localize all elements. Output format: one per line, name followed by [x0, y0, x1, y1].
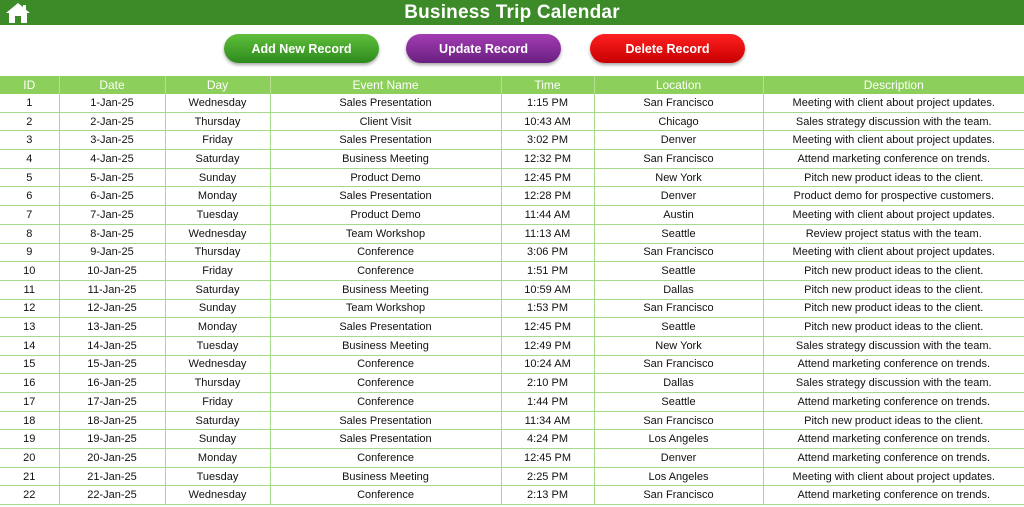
- records-table: [0, 76, 1024, 505]
- cell-time[interactable]: 1:15 PM: [501, 94, 594, 112]
- table-row[interactable]: [0, 318, 1024, 337]
- table-row[interactable]: [0, 430, 1024, 449]
- cell-date[interactable]: 20-Jan-25: [59, 449, 165, 468]
- cell-event-name[interactable]: Conference: [270, 262, 501, 281]
- cell-location[interactable]: Chicago: [594, 112, 763, 131]
- column-header-event-name[interactable]: Event Name: [270, 76, 501, 94]
- cell-location[interactable]: San Francisco: [594, 94, 763, 112]
- cell-id[interactable]: 10: [0, 262, 59, 281]
- table-row[interactable]: [0, 449, 1024, 468]
- cell-date[interactable]: 22-Jan-25: [59, 486, 165, 505]
- cell-time[interactable]: 10:43 AM: [501, 112, 594, 131]
- cell-description[interactable]: Attend marketing conference on trends.: [763, 430, 1024, 449]
- cell-time[interactable]: 1:44 PM: [501, 393, 594, 412]
- cell-date[interactable]: 7-Jan-25: [59, 206, 165, 225]
- cell-description[interactable]: Meeting with client about project updates.: [763, 131, 1024, 150]
- cell-event-name[interactable]: Conference: [270, 393, 501, 412]
- cell-day[interactable]: Monday: [165, 187, 270, 206]
- cell-day[interactable]: Friday: [165, 131, 270, 150]
- cell-location[interactable]: Denver: [594, 449, 763, 468]
- column-header-id[interactable]: ID: [0, 76, 59, 94]
- cell-event-name[interactable]: Conference: [270, 355, 501, 374]
- cell-time[interactable]: 12:32 PM: [501, 150, 594, 169]
- cell-description[interactable]: Pitch new product ideas to the client.: [763, 262, 1024, 281]
- cell-day[interactable]: Wednesday: [165, 486, 270, 505]
- add-new-record-button[interactable]: Add New Record: [224, 34, 379, 63]
- cell-description[interactable]: Meeting with client about project updates.: [763, 243, 1024, 262]
- cell-location[interactable]: San Francisco: [594, 355, 763, 374]
- cell-id[interactable]: 18: [0, 411, 59, 430]
- cell-time[interactable]: 12:45 PM: [501, 168, 594, 187]
- cell-id[interactable]: 20: [0, 449, 59, 468]
- table-row[interactable]: [0, 224, 1024, 243]
- cell-date[interactable]: 19-Jan-25: [59, 430, 165, 449]
- cell-date[interactable]: 3-Jan-25: [59, 131, 165, 150]
- cell-time[interactable]: 11:44 AM: [501, 206, 594, 225]
- column-header-location[interactable]: Location: [594, 76, 763, 94]
- table-row[interactable]: [0, 131, 1024, 150]
- cell-description[interactable]: Product demo for prospective customers.: [763, 187, 1024, 206]
- cell-date[interactable]: 5-Jan-25: [59, 168, 165, 187]
- cell-id[interactable]: 7: [0, 206, 59, 225]
- cell-id[interactable]: 22: [0, 486, 59, 505]
- cell-location[interactable]: San Francisco: [594, 411, 763, 430]
- cell-description[interactable]: Meeting with client about project updates.: [763, 467, 1024, 486]
- cell-event-name[interactable]: Conference: [270, 486, 501, 505]
- cell-id[interactable]: 9: [0, 243, 59, 262]
- cell-description[interactable]: Pitch new product ideas to the client.: [763, 168, 1024, 187]
- cell-location[interactable]: Seattle: [594, 393, 763, 412]
- table-row[interactable]: [0, 94, 1024, 112]
- cell-description[interactable]: Sales strategy discussion with the team.: [763, 336, 1024, 355]
- cell-event-name[interactable]: Business Meeting: [270, 467, 501, 486]
- cell-event-name[interactable]: Sales Presentation: [270, 318, 501, 337]
- cell-day[interactable]: Sunday: [165, 299, 270, 318]
- table-row[interactable]: [0, 486, 1024, 505]
- cell-event-name[interactable]: Business Meeting: [270, 336, 501, 355]
- cell-date[interactable]: 6-Jan-25: [59, 187, 165, 206]
- cell-event-name[interactable]: Product Demo: [270, 168, 501, 187]
- cell-day[interactable]: Wednesday: [165, 94, 270, 112]
- title-bar: [0, 0, 1024, 25]
- cell-id[interactable]: 5: [0, 168, 59, 187]
- cell-description[interactable]: Pitch new product ideas to the client.: [763, 411, 1024, 430]
- table-row[interactable]: [0, 374, 1024, 393]
- cell-event-name[interactable]: Conference: [270, 243, 501, 262]
- cell-description[interactable]: Review project status with the team.: [763, 224, 1024, 243]
- cell-description[interactable]: Pitch new product ideas to the client.: [763, 280, 1024, 299]
- cell-description[interactable]: Attend marketing conference on trends.: [763, 393, 1024, 412]
- cell-time[interactable]: 3:02 PM: [501, 131, 594, 150]
- cell-location[interactable]: San Francisco: [594, 150, 763, 169]
- cell-time[interactable]: 12:49 PM: [501, 336, 594, 355]
- column-header-description[interactable]: Description: [763, 76, 1024, 94]
- cell-event-name[interactable]: Sales Presentation: [270, 94, 501, 112]
- cell-date[interactable]: 4-Jan-25: [59, 150, 165, 169]
- table-row[interactable]: [0, 411, 1024, 430]
- cell-date[interactable]: 10-Jan-25: [59, 262, 165, 281]
- column-header-day[interactable]: Day: [165, 76, 270, 94]
- cell-event-name[interactable]: Business Meeting: [270, 150, 501, 169]
- cell-description[interactable]: Meeting with client about project updates.: [763, 94, 1024, 112]
- cell-day[interactable]: Thursday: [165, 374, 270, 393]
- cell-time[interactable]: 10:24 AM: [501, 355, 594, 374]
- cell-event-name[interactable]: Team Workshop: [270, 224, 501, 243]
- cell-time[interactable]: 1:53 PM: [501, 299, 594, 318]
- cell-description[interactable]: Meeting with client about project updates.: [763, 206, 1024, 225]
- table-row[interactable]: [0, 262, 1024, 281]
- table-row[interactable]: [0, 336, 1024, 355]
- cell-description[interactable]: Attend marketing conference on trends.: [763, 486, 1024, 505]
- cell-id[interactable]: 21: [0, 467, 59, 486]
- cell-date[interactable]: 18-Jan-25: [59, 411, 165, 430]
- cell-location[interactable]: New York: [594, 168, 763, 187]
- cell-time[interactable]: 10:59 AM: [501, 280, 594, 299]
- cell-location[interactable]: Austin: [594, 206, 763, 225]
- cell-id[interactable]: 1: [0, 94, 59, 112]
- cell-location[interactable]: Denver: [594, 187, 763, 206]
- cell-date[interactable]: 13-Jan-25: [59, 318, 165, 337]
- table-row[interactable]: [0, 355, 1024, 374]
- cell-description[interactable]: Pitch new product ideas to the client.: [763, 299, 1024, 318]
- cell-day[interactable]: Sunday: [165, 168, 270, 187]
- column-header-date[interactable]: Date: [59, 76, 165, 94]
- cell-time[interactable]: 2:25 PM: [501, 467, 594, 486]
- cell-time[interactable]: 2:13 PM: [501, 486, 594, 505]
- cell-day[interactable]: Wednesday: [165, 224, 270, 243]
- cell-day[interactable]: Tuesday: [165, 206, 270, 225]
- cell-description[interactable]: Sales strategy discussion with the team.: [763, 374, 1024, 393]
- cell-day[interactable]: Thursday: [165, 243, 270, 262]
- cell-day[interactable]: Saturday: [165, 150, 270, 169]
- cell-date[interactable]: 14-Jan-25: [59, 336, 165, 355]
- cell-time[interactable]: 11:13 AM: [501, 224, 594, 243]
- home-icon[interactable]: [5, 2, 31, 24]
- cell-day[interactable]: Friday: [165, 393, 270, 412]
- cell-location[interactable]: Los Angeles: [594, 430, 763, 449]
- cell-id[interactable]: 19: [0, 430, 59, 449]
- cell-location[interactable]: Denver: [594, 131, 763, 150]
- cell-day[interactable]: Sunday: [165, 430, 270, 449]
- cell-time[interactable]: 3:06 PM: [501, 243, 594, 262]
- update-record-button[interactable]: Update Record: [406, 34, 561, 63]
- cell-day[interactable]: Wednesday: [165, 355, 270, 374]
- cell-date[interactable]: 1-Jan-25: [59, 94, 165, 112]
- table-row[interactable]: [0, 112, 1024, 131]
- cell-time[interactable]: 11:34 AM: [501, 411, 594, 430]
- cell-location[interactable]: Seattle: [594, 262, 763, 281]
- cell-location[interactable]: New York: [594, 336, 763, 355]
- cell-event-name[interactable]: Sales Presentation: [270, 430, 501, 449]
- cell-day[interactable]: Monday: [165, 449, 270, 468]
- cell-date[interactable]: 21-Jan-25: [59, 467, 165, 486]
- cell-event-name[interactable]: Conference: [270, 449, 501, 468]
- cell-id[interactable]: 4: [0, 150, 59, 169]
- cell-day[interactable]: Tuesday: [165, 467, 270, 486]
- cell-id[interactable]: 11: [0, 280, 59, 299]
- table-row[interactable]: [0, 206, 1024, 225]
- cell-event-name[interactable]: Team Workshop: [270, 299, 501, 318]
- delete-record-button[interactable]: Delete Record: [590, 34, 745, 63]
- cell-date[interactable]: 12-Jan-25: [59, 299, 165, 318]
- table-row[interactable]: [0, 299, 1024, 318]
- cell-date[interactable]: 17-Jan-25: [59, 393, 165, 412]
- cell-day[interactable]: Saturday: [165, 280, 270, 299]
- cell-event-name[interactable]: Business Meeting: [270, 280, 501, 299]
- table-row[interactable]: [0, 243, 1024, 262]
- cell-time[interactable]: 1:51 PM: [501, 262, 594, 281]
- table-row[interactable]: [0, 393, 1024, 412]
- cell-day[interactable]: Friday: [165, 262, 270, 281]
- cell-id[interactable]: 15: [0, 355, 59, 374]
- cell-description[interactable]: Attend marketing conference on trends.: [763, 449, 1024, 468]
- cell-id[interactable]: 2: [0, 112, 59, 131]
- cell-id[interactable]: 16: [0, 374, 59, 393]
- table-header-row: [0, 76, 1024, 94]
- cell-id[interactable]: 3: [0, 131, 59, 150]
- cell-day[interactable]: Tuesday: [165, 336, 270, 355]
- cell-day[interactable]: Saturday: [165, 411, 270, 430]
- cell-date[interactable]: 8-Jan-25: [59, 224, 165, 243]
- cell-location[interactable]: Seattle: [594, 224, 763, 243]
- cell-id[interactable]: 14: [0, 336, 59, 355]
- cell-time[interactable]: 2:10 PM: [501, 374, 594, 393]
- cell-id[interactable]: 13: [0, 318, 59, 337]
- table-row[interactable]: [0, 467, 1024, 486]
- table-row[interactable]: [0, 280, 1024, 299]
- cell-time[interactable]: 4:24 PM: [501, 430, 594, 449]
- cell-id[interactable]: 17: [0, 393, 59, 412]
- cell-event-name[interactable]: Sales Presentation: [270, 411, 501, 430]
- cell-description[interactable]: Attend marketing conference on trends.: [763, 355, 1024, 374]
- cell-date[interactable]: 9-Jan-25: [59, 243, 165, 262]
- cell-date[interactable]: 15-Jan-25: [59, 355, 165, 374]
- table-row[interactable]: [0, 150, 1024, 169]
- cell-date[interactable]: 11-Jan-25: [59, 280, 165, 299]
- cell-day[interactable]: Monday: [165, 318, 270, 337]
- cell-event-name[interactable]: Product Demo: [270, 206, 501, 225]
- cell-date[interactable]: 2-Jan-25: [59, 112, 165, 131]
- cell-id[interactable]: 12: [0, 299, 59, 318]
- cell-day[interactable]: Thursday: [165, 112, 270, 131]
- cell-time[interactable]: 12:45 PM: [501, 449, 594, 468]
- cell-location[interactable]: Dallas: [594, 374, 763, 393]
- cell-location[interactable]: Seattle: [594, 318, 763, 337]
- cell-event-name[interactable]: Sales Presentation: [270, 187, 501, 206]
- cell-id[interactable]: 6: [0, 187, 59, 206]
- cell-location[interactable]: San Francisco: [594, 299, 763, 318]
- cell-time[interactable]: 12:28 PM: [501, 187, 594, 206]
- cell-date[interactable]: 16-Jan-25: [59, 374, 165, 393]
- page-title: Business Trip Calendar: [404, 1, 620, 23]
- cell-location[interactable]: Dallas: [594, 280, 763, 299]
- cell-description[interactable]: Pitch new product ideas to the client.: [763, 318, 1024, 337]
- table-row[interactable]: [0, 168, 1024, 187]
- cell-id[interactable]: 8: [0, 224, 59, 243]
- cell-description[interactable]: Attend marketing conference on trends.: [763, 150, 1024, 169]
- cell-description[interactable]: Sales strategy discussion with the team.: [763, 112, 1024, 131]
- cell-location[interactable]: Los Angeles: [594, 467, 763, 486]
- cell-event-name[interactable]: Sales Presentation: [270, 131, 501, 150]
- cell-event-name[interactable]: Client Visit: [270, 112, 501, 131]
- cell-event-name[interactable]: Conference: [270, 374, 501, 393]
- cell-location[interactable]: San Francisco: [594, 486, 763, 505]
- cell-location[interactable]: San Francisco: [594, 243, 763, 262]
- cell-time[interactable]: 12:45 PM: [501, 318, 594, 337]
- column-header-time[interactable]: Time: [501, 76, 594, 94]
- table-row[interactable]: [0, 187, 1024, 206]
